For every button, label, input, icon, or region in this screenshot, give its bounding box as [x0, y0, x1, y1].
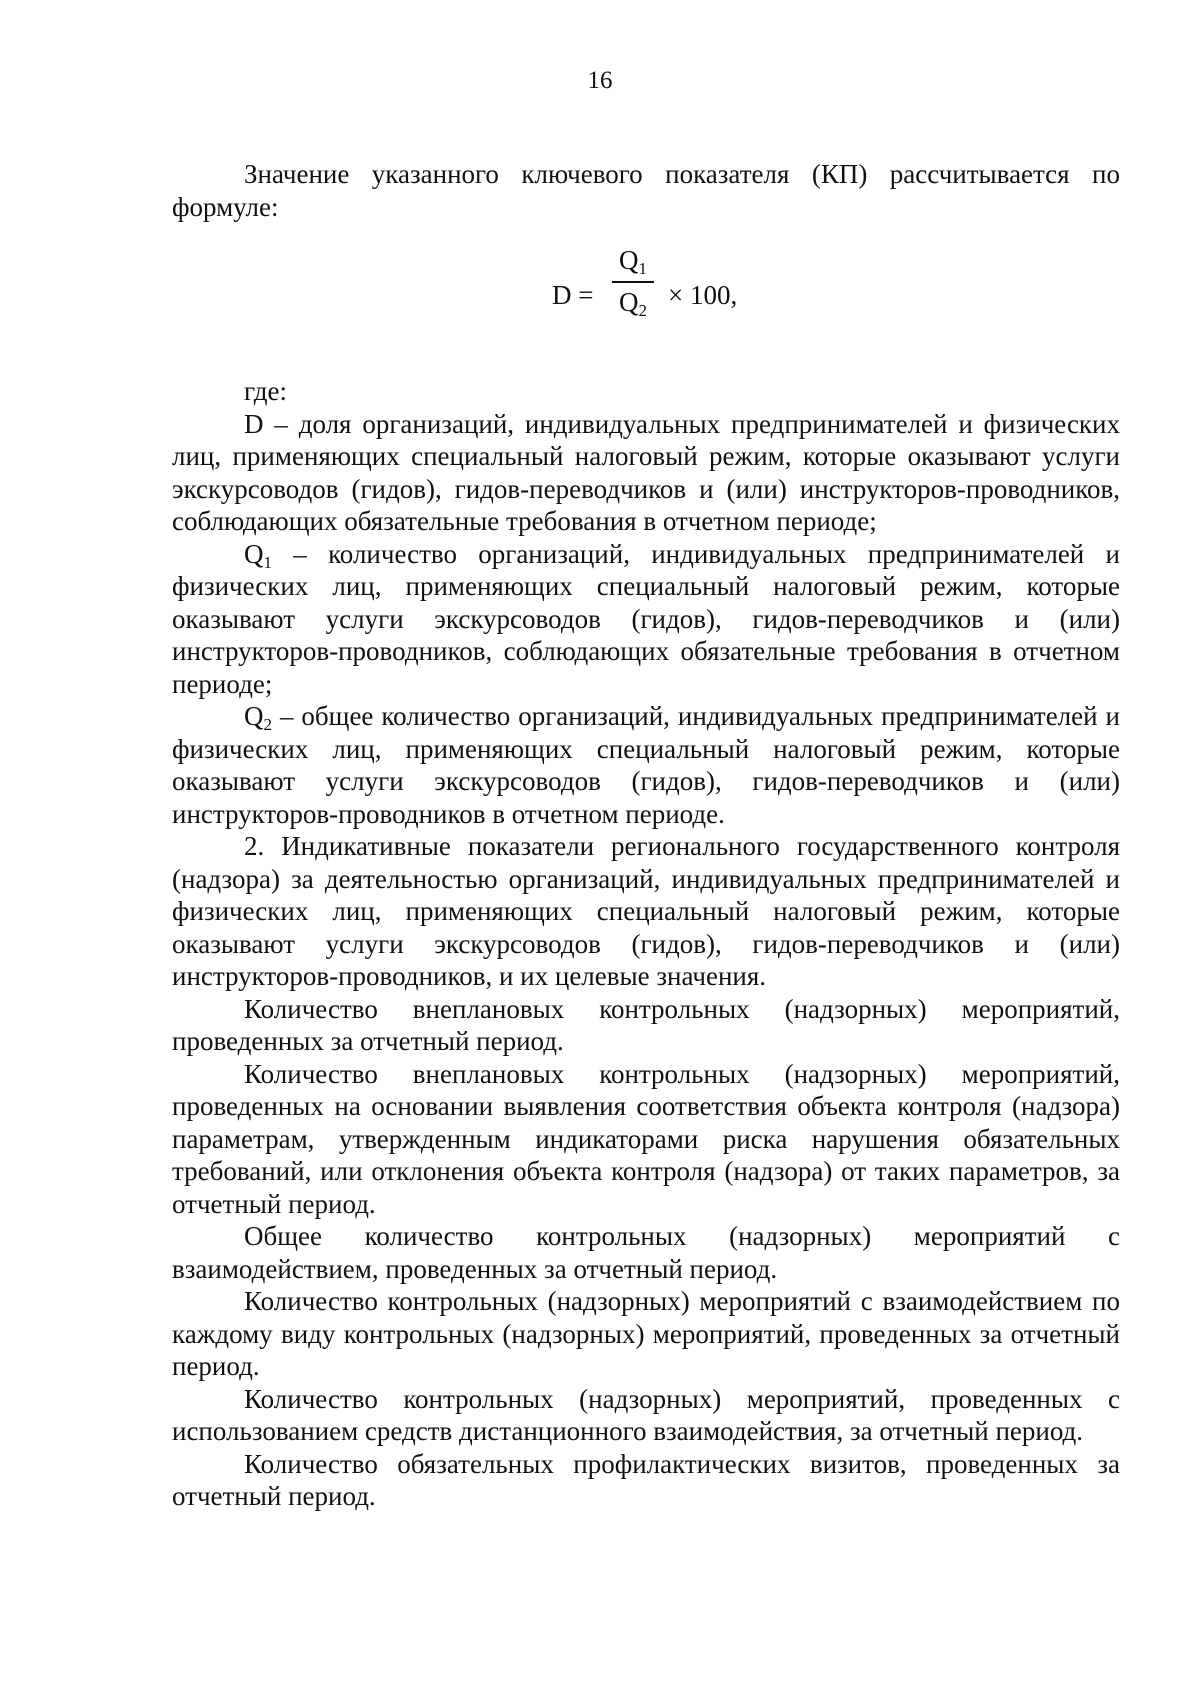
- paragraph-unplanned-risk: Количество внеплановых контрольных (надзорных) мероприятий, проведенных на основании выявления соответствия объекта контроля (надзора) параметрам, утвержденным индикаторами риска нарушения обязательных требований, или отклонения объекта контроля (надзора) от таких параметров, за отчетный период.: [172, 1058, 1120, 1219]
- intro-paragraph: Значение указанного ключевого показателя (КП) рассчитывается по формуле:: [172, 159, 1120, 222]
- paragraph-indicators: 2. Индикативные показатели регионального государственного контроля (надзора) за деятельностью организаций, индивидуальных предпринимателей и физических лиц, применяющих специальный налоговый режим, которые оказывают услуги экскурсоводов (гидов), гидов-переводчиков и (или) инструкторов-проводников, и их целевые значения.: [172, 831, 1120, 991]
- definition-d: D – доля организаций, индивидуальных предпринимателей и физических лиц, применяющих специальный налоговый режим, которые оказывают услуги экскурсоводов (гидов), гидов-переводчиков и (или) инструкторов-проводников, соблюдающих обязательные требования в отчетном периоде;: [172, 408, 1120, 536]
- page-number: 16: [587, 67, 613, 94]
- formula-lhs: D =: [552, 280, 594, 310]
- fraction-bar: [612, 281, 654, 283]
- formula-rhs: × 100,: [668, 280, 738, 310]
- paragraph-remote: Количество контрольных (надзорных) мероприятий, проведенных с использованием средств дистанционного взаимодействия, за отчетный период.: [172, 1383, 1120, 1446]
- definition-q2: $Q_2$ – общее количество организаций, индивидуальных предпринимателей и физических лиц, применяющих специальный налоговый режим, которые оказывают услуги экскурсоводов (гидов), гидов-переводчиков и (или) инструкторов-проводников в отчетном периоде.: [172, 701, 1120, 829]
- where-label: где:: [244, 376, 287, 406]
- paragraph-total-interaction: Общее количество контрольных (надзорных) мероприятий с взаимодействием, проведенных за отчетный период.: [172, 1221, 1120, 1284]
- paragraph-interaction-by-type: Количество контрольных (надзорных) мероприятий с взаимодействием по каждому виду контрольных (надзорных) мероприятий, проведенных за отчетный период.: [172, 1286, 1120, 1381]
- formula-fraction: [612, 243, 654, 319]
- definition-q1: $Q_1$ – количество организаций, индивидуальных предпринимателей и физических лиц, применяющих специальный налоговый режим, которые оказывают услуги экскурсоводов (гидов), гидов-переводчиков и (или) инструкторов-проводников, соблюдающих обязательные требования в отчетном периоде;: [172, 538, 1120, 699]
- formula-numerator: $Q_1$: [619, 245, 647, 278]
- document-body: [172, 158, 1120, 1513]
- paragraph-unplanned-count: Количество внеплановых контрольных (надзорных) мероприятий, проведенных за отчетный период.: [172, 993, 1120, 1056]
- formula: [172, 243, 1120, 361]
- formula-denominator: $Q_2$: [619, 287, 647, 320]
- paragraph-preventive-visits: Количество обязательных профилактических визитов, проведенных за отчетный период.: [172, 1448, 1120, 1511]
